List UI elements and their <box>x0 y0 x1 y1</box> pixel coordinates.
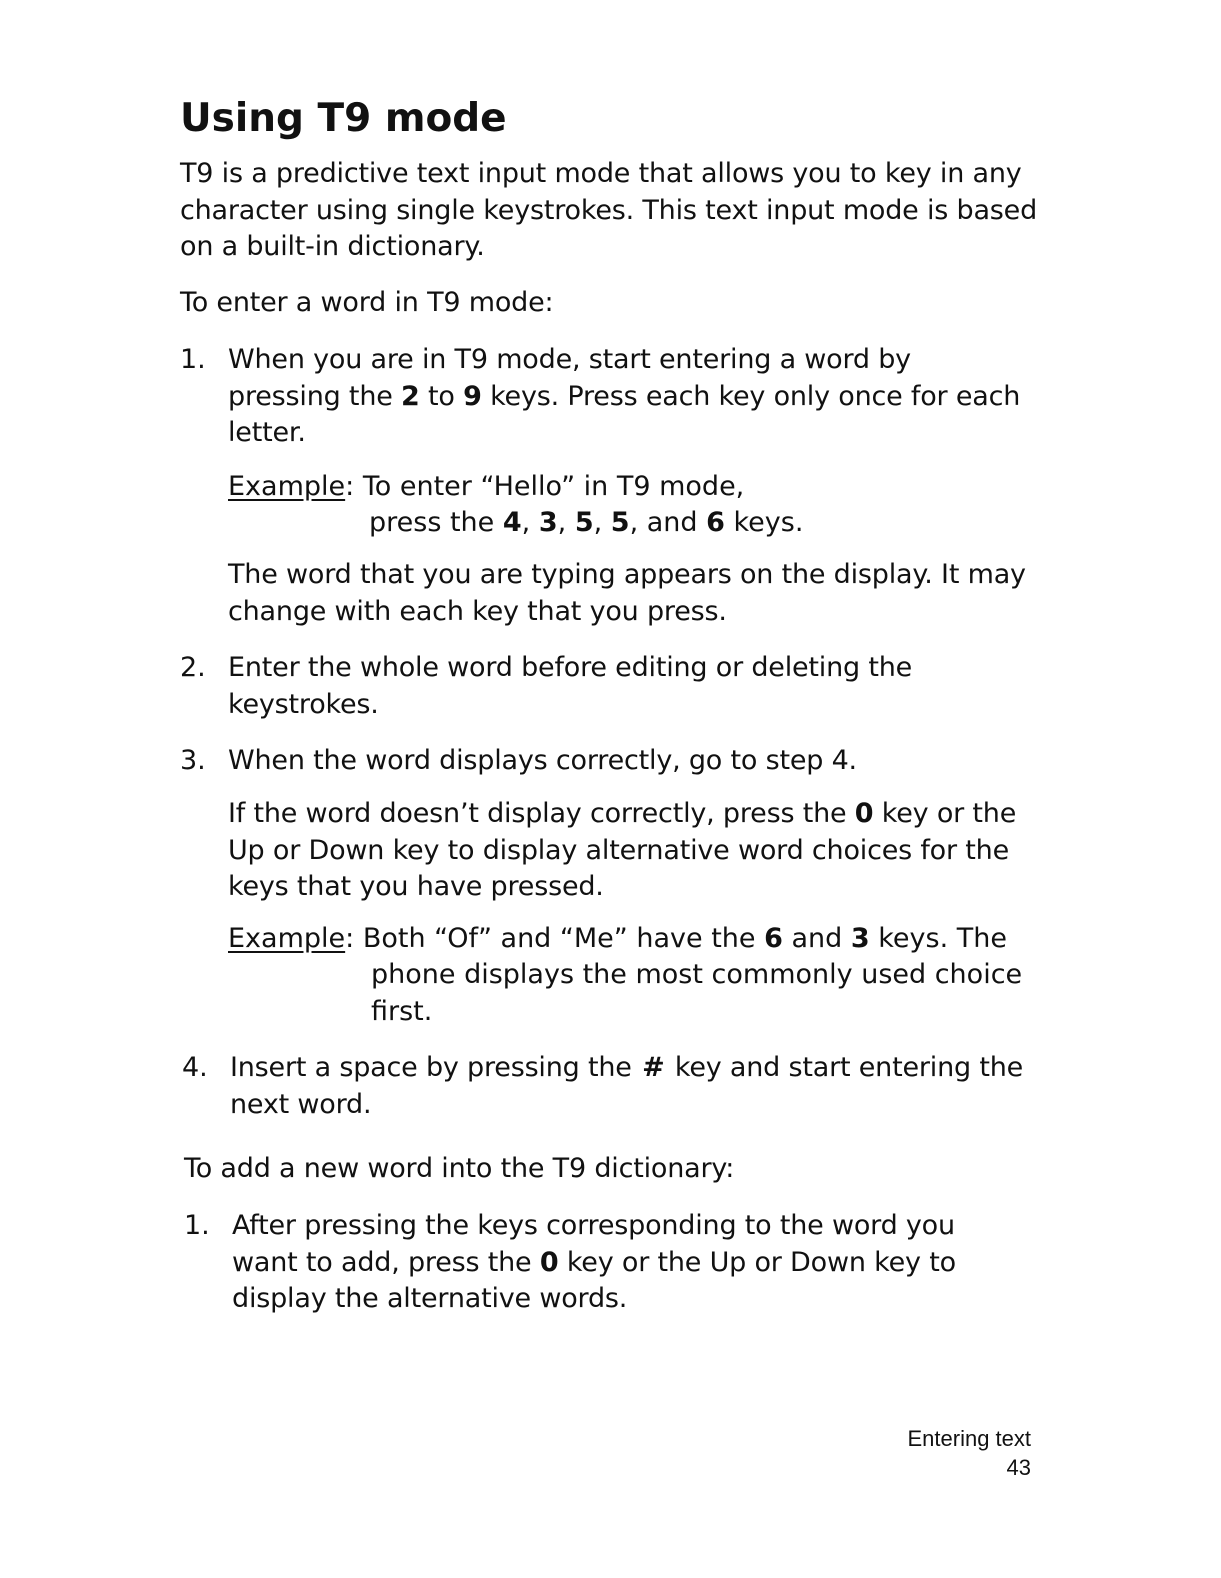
page-number: 43 <box>1006 1455 1031 1480</box>
step-text: Insert a space by pressing the # key and start entering the next word. <box>230 1052 1024 1120</box>
key-label: 2 <box>401 380 420 412</box>
example-line: phone displays the most commonly used choice <box>371 959 1023 990</box>
step-text: When you are in T9 mode, start entering a word by pressing the 2 to 9 keys. Press each key only once for each letter. <box>228 344 1021 448</box>
step-number: 1. <box>180 344 206 375</box>
example-line: To enter “Hello” in T9 mode, <box>362 471 745 502</box>
step-note: If the word doesn’t display correctly, press the 0 key or the Up or Down key to display alternative word choices for the keys that you have pressed. <box>228 798 1017 902</box>
step-number: 1. <box>184 1210 210 1241</box>
step-text: Enter the whole word before editing or deleting the keystrokes. <box>228 652 913 720</box>
example-line: Both “Of” and “Me” have the 6 and 3 keys. The <box>362 923 1007 954</box>
footer-section-title: Entering text <box>907 1426 1031 1451</box>
intro-paragraph: T9 is a predictive text input mode that allows you to key in any character using single keystrokes. This text input mode is based on a built-in dictionary. <box>180 158 1038 262</box>
key-label: 9 <box>463 380 482 412</box>
page-footer <box>907 1424 1031 1482</box>
enter-word-lead: To enter a word in T9 mode: <box>180 287 554 318</box>
example-line: press the 4, 3, 5, 5, and 6 keys. <box>369 507 804 538</box>
add-word-lead: To add a new word into the T9 dictionary: <box>184 1153 735 1184</box>
example-block: Example: To enter “Hello” in T9 mode, press the 4, 3, 5, 5, and 6 keys. <box>228 469 744 506</box>
step-number: 4. <box>182 1052 208 1083</box>
step-text: After pressing the keys corresponding to the word you want to add, press the 0 key or the Up or Down key to display the alternative words. <box>232 1210 956 1314</box>
example-block: Example: Both “Of” and “Me” have the 6 and 3 keys. The phone displays the most commonly used choice first. <box>228 921 1007 958</box>
step-number: 2. <box>180 652 206 683</box>
example-label: Example <box>228 471 346 502</box>
hash-key: # <box>642 1052 665 1083</box>
example-line: first. <box>371 996 433 1027</box>
step-text: When the word displays correctly, go to step 4. <box>228 745 857 776</box>
step-note: The word that you are typing appears on the display. It may change with each key that you press. <box>228 559 1026 627</box>
example-label: Example <box>228 923 346 954</box>
key-label: 0 <box>854 798 874 829</box>
key-label: 0 <box>539 1246 559 1278</box>
page-title: Using T9 mode <box>180 96 507 141</box>
step-number: 3. <box>180 745 206 776</box>
